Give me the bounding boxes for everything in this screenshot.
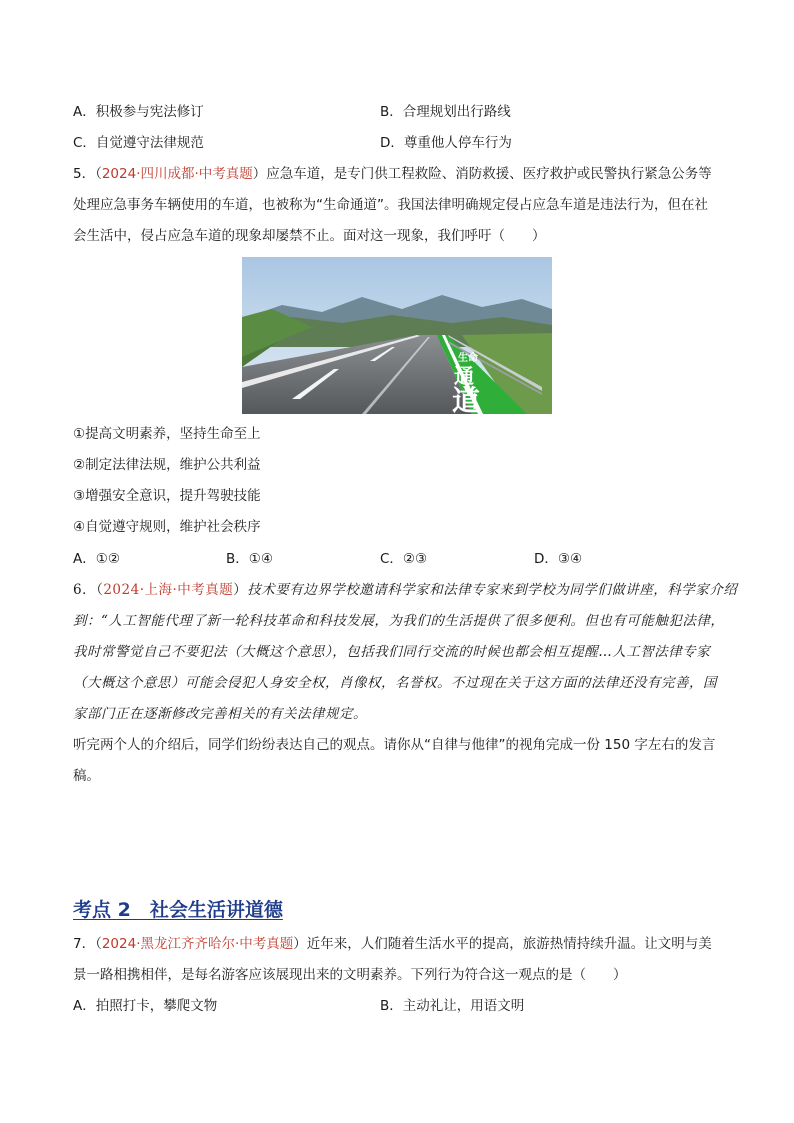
q5-option-b: B．①④ [226,551,273,567]
q7-stem-line2: 景一路相携相伴，是每名游客应该展现出来的文明素养。下列行为符合这一观点的是（ ） [73,967,627,983]
q6-stem-line4: （大概这个意思）可能会侵犯人身安全权，肖像权，名誉权。不过现在关于这方面的法律还没有完善，国 [73,675,717,691]
lane-sign-text-1: 生命 [458,353,478,364]
highway-emergency-lane-photo [242,257,552,414]
q5-option-c: C．②③ [380,551,428,567]
q5-statement-2: ②制定法律法规，维护公共利益 [73,457,261,473]
q6-stem-line3: 我时常警觉自己不要犯法（大概这个意思），包括我们同行交流的时候也都会相互提醒…人工智法律专家 [73,644,711,660]
q5-option-d: D．③④ [534,551,583,567]
lane-sign-text-3: 道 [452,384,481,414]
q4-option-a: A．积极参与宪法修订 [73,104,204,120]
q4-option-c: C．自觉遵守法律规范 [73,135,204,151]
q5-option-a: A．①② [73,551,120,567]
q6-stem-line2: 到：“人工智能代理了新一轮科技革命和科技发展，为我们的生活提供了很多便利。但也有可能触犯法律， [73,613,725,629]
q6-task-line1: 听完两个人的介绍后，同学们纷纷表达自己的观点。请你从“自律与他律”的视角完成一份 150 字左右的发言 [73,737,716,753]
q4-option-d: D．尊重他人停车行为 [380,135,512,151]
q7-source: 2024·黑龙江齐齐哈尔·中考真题 [101,936,294,952]
q7-stem-line1: 7．（2024·黑龙江齐齐哈尔·中考真题）近年来，人们随着生活水平的提高，旅游热情持续升温。让文明与美 [73,936,712,952]
q7-option-a: A．拍照打卡，攀爬文物 [73,998,218,1014]
lane-sign-text-2: 通 [454,364,474,388]
q6-stem-line5: 家部门正在逐渐修改完善相关的有关法律规定。 [73,706,367,722]
q6-stem-line1: 6．（2024·上海·中考真题）技术要有边界学校邀请科学家和法律专家来到学校为同学们做讲座，科学家介绍 [73,582,738,598]
q5-statement-4: ④自觉遵守规则，维护社会秩序 [73,519,261,535]
q5-statement-3: ③增强安全意识，提升驾驶技能 [73,488,261,504]
q5-statement-1: ①提高文明素养，坚持生命至上 [73,426,261,442]
q5-stem-line1: 5．（2024·四川成都·中考真题）应急车道，是专门供工程救险、消防救援、医疗救护或民警执行紧急公务等 [73,166,712,182]
q5-source: 2024·四川成都·中考真题 [101,166,253,182]
q5-stem-line3: 会生活中，侵占应急车道的现象却屡禁不止。面对这一现象，我们呼吁（ ） [73,228,546,244]
q6-task-line2: 稿。 [73,768,100,784]
q7-option-b: B．主动礼让，用语文明 [380,998,525,1014]
section-heading: 考点 2 社会生活讲道德 [73,899,283,921]
q4-option-b: B．合理规划出行路线 [380,104,511,120]
q6-source: 2024·上海·中考真题 [103,582,234,598]
q5-stem-line2: 处理应急事务车辆使用的车道，也被称为“生命通道”。我国法律明确规定侵占应急车道是违法行为，但在社 [73,197,708,213]
